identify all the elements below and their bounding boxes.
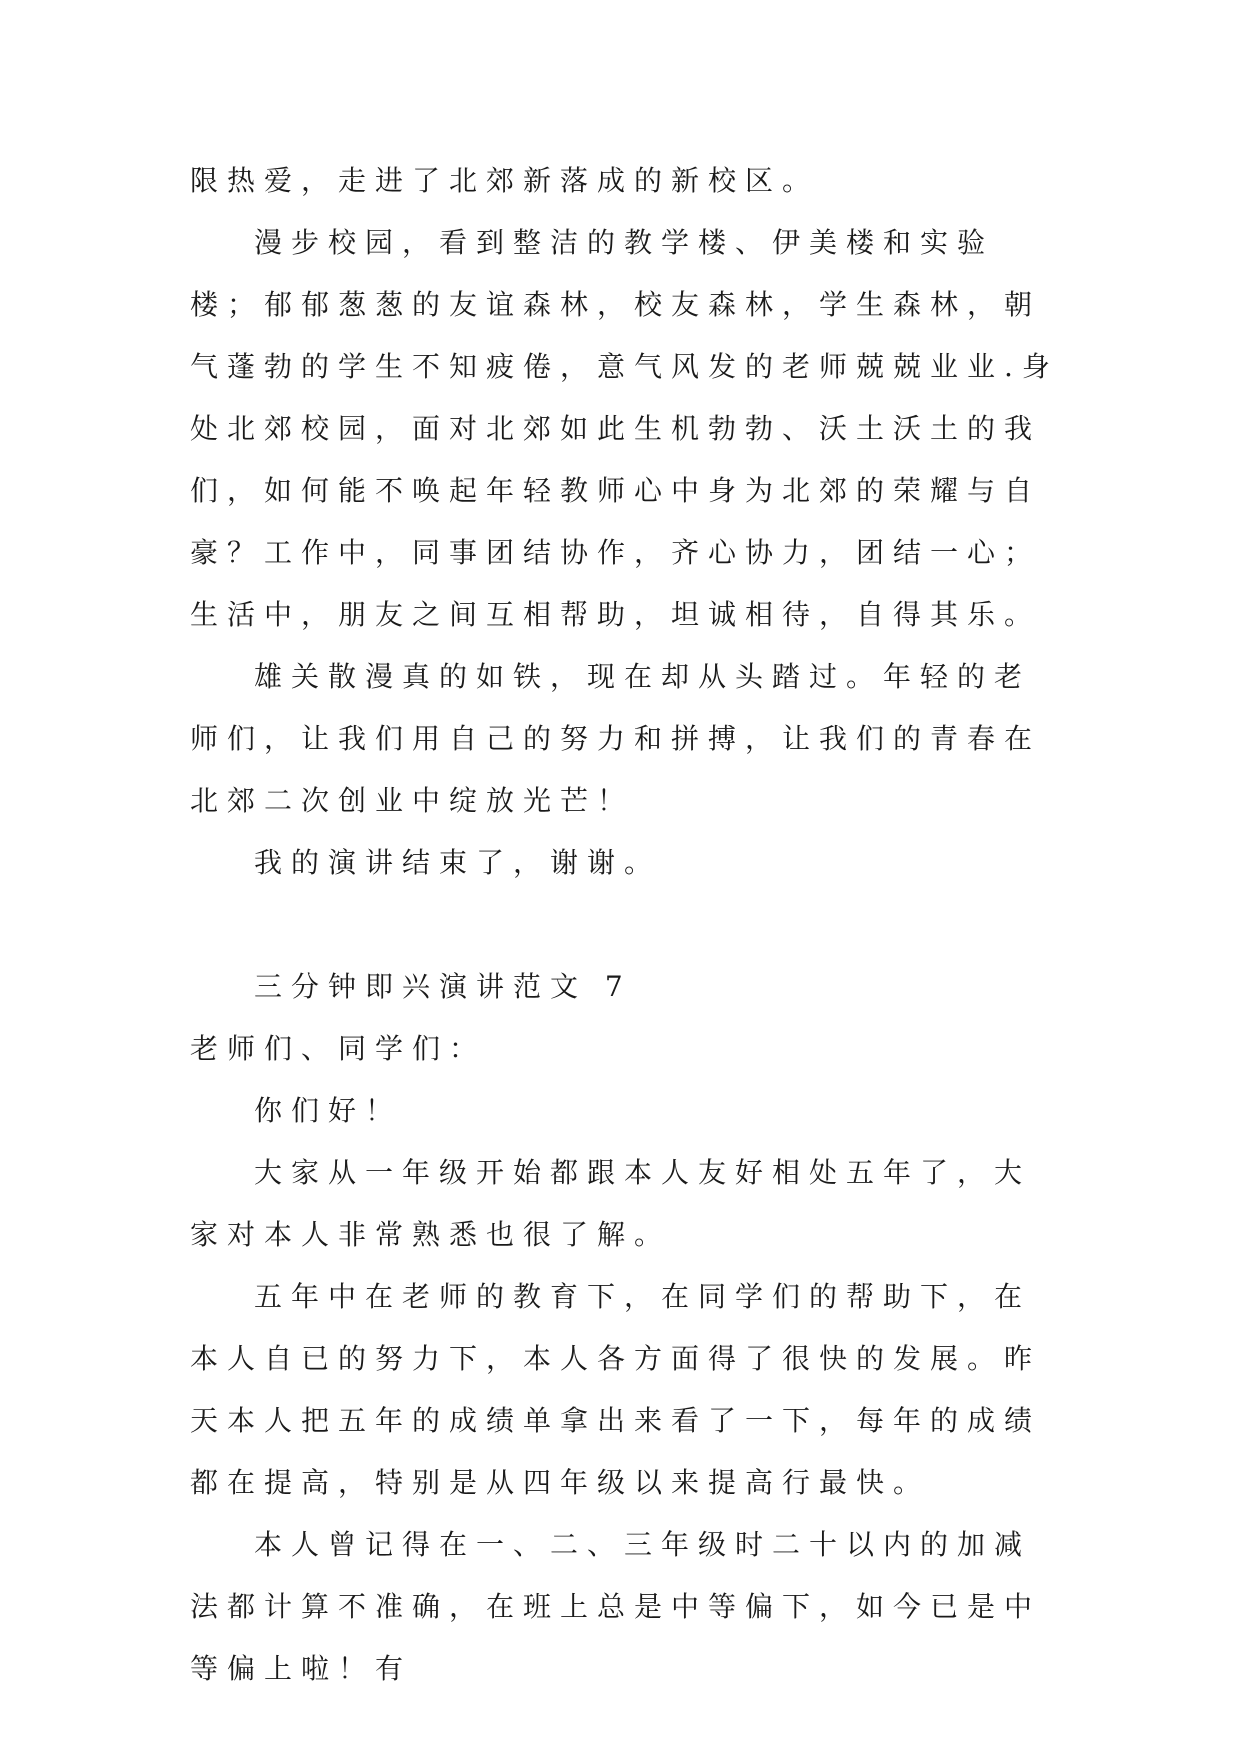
greeting-line: 老师们、同学们： xyxy=(190,1032,487,1065)
section-spacer xyxy=(190,894,1060,956)
document-body xyxy=(190,150,1060,1700)
paragraph-youth: 雄关散漫真的如铁，现在却从头踏过。年轻的老师们，让我们用自己的努力和拼搏，让我们的青春在北郊二次创业中绽放光芒！ xyxy=(190,660,1042,817)
paragraph-hello: 你们好！ xyxy=(254,1094,403,1127)
paragraph-campus: 漫步校园，看到整洁的教学楼、伊美楼和实验楼；郁郁葱葱的友谊森林，校友森林，学生森林，朝气蓬勃的学生不知疲倦，意气风发的老师兢兢业业.身处北郊校园，面对北郊如此生机勃勃、沃土沃土的我们，如何能不唤起年轻教师心中身为北郊的荣耀与自豪？工作中，同事团结协作，齐心协力，团结一心；生活中，朋友之间互相帮助，坦诚相待，自得其乐。 xyxy=(190,226,1059,631)
section-title: 三分钟即兴演讲范文 7 xyxy=(254,970,632,1003)
paragraph-intro: 大家从一年级开始都跟本人友好相处五年了，大家对本人非常熟悉也很了解。 xyxy=(190,1156,1032,1251)
paragraph-memory: 本人曾记得在一、二、三年级时二十以内的加减法都计算不准确，在班上总是中等偏下，如今已是中等偏上啦！有 xyxy=(190,1528,1042,1685)
paragraph-progress: 五年中在老师的教育下，在同学们的帮助下，在本人自已的努力下，本人各方面得了很快的发展。昨天本人把五年的成绩单拿出来看了一下，每年的成绩都在提高，特别是从四年级以来提高行最快。 xyxy=(190,1280,1042,1499)
paragraph-continuation: 限热爱，走进了北郊新落成的新校区。 xyxy=(190,164,820,197)
paragraph-closing: 我的演讲结束了，谢谢。 xyxy=(254,846,662,879)
